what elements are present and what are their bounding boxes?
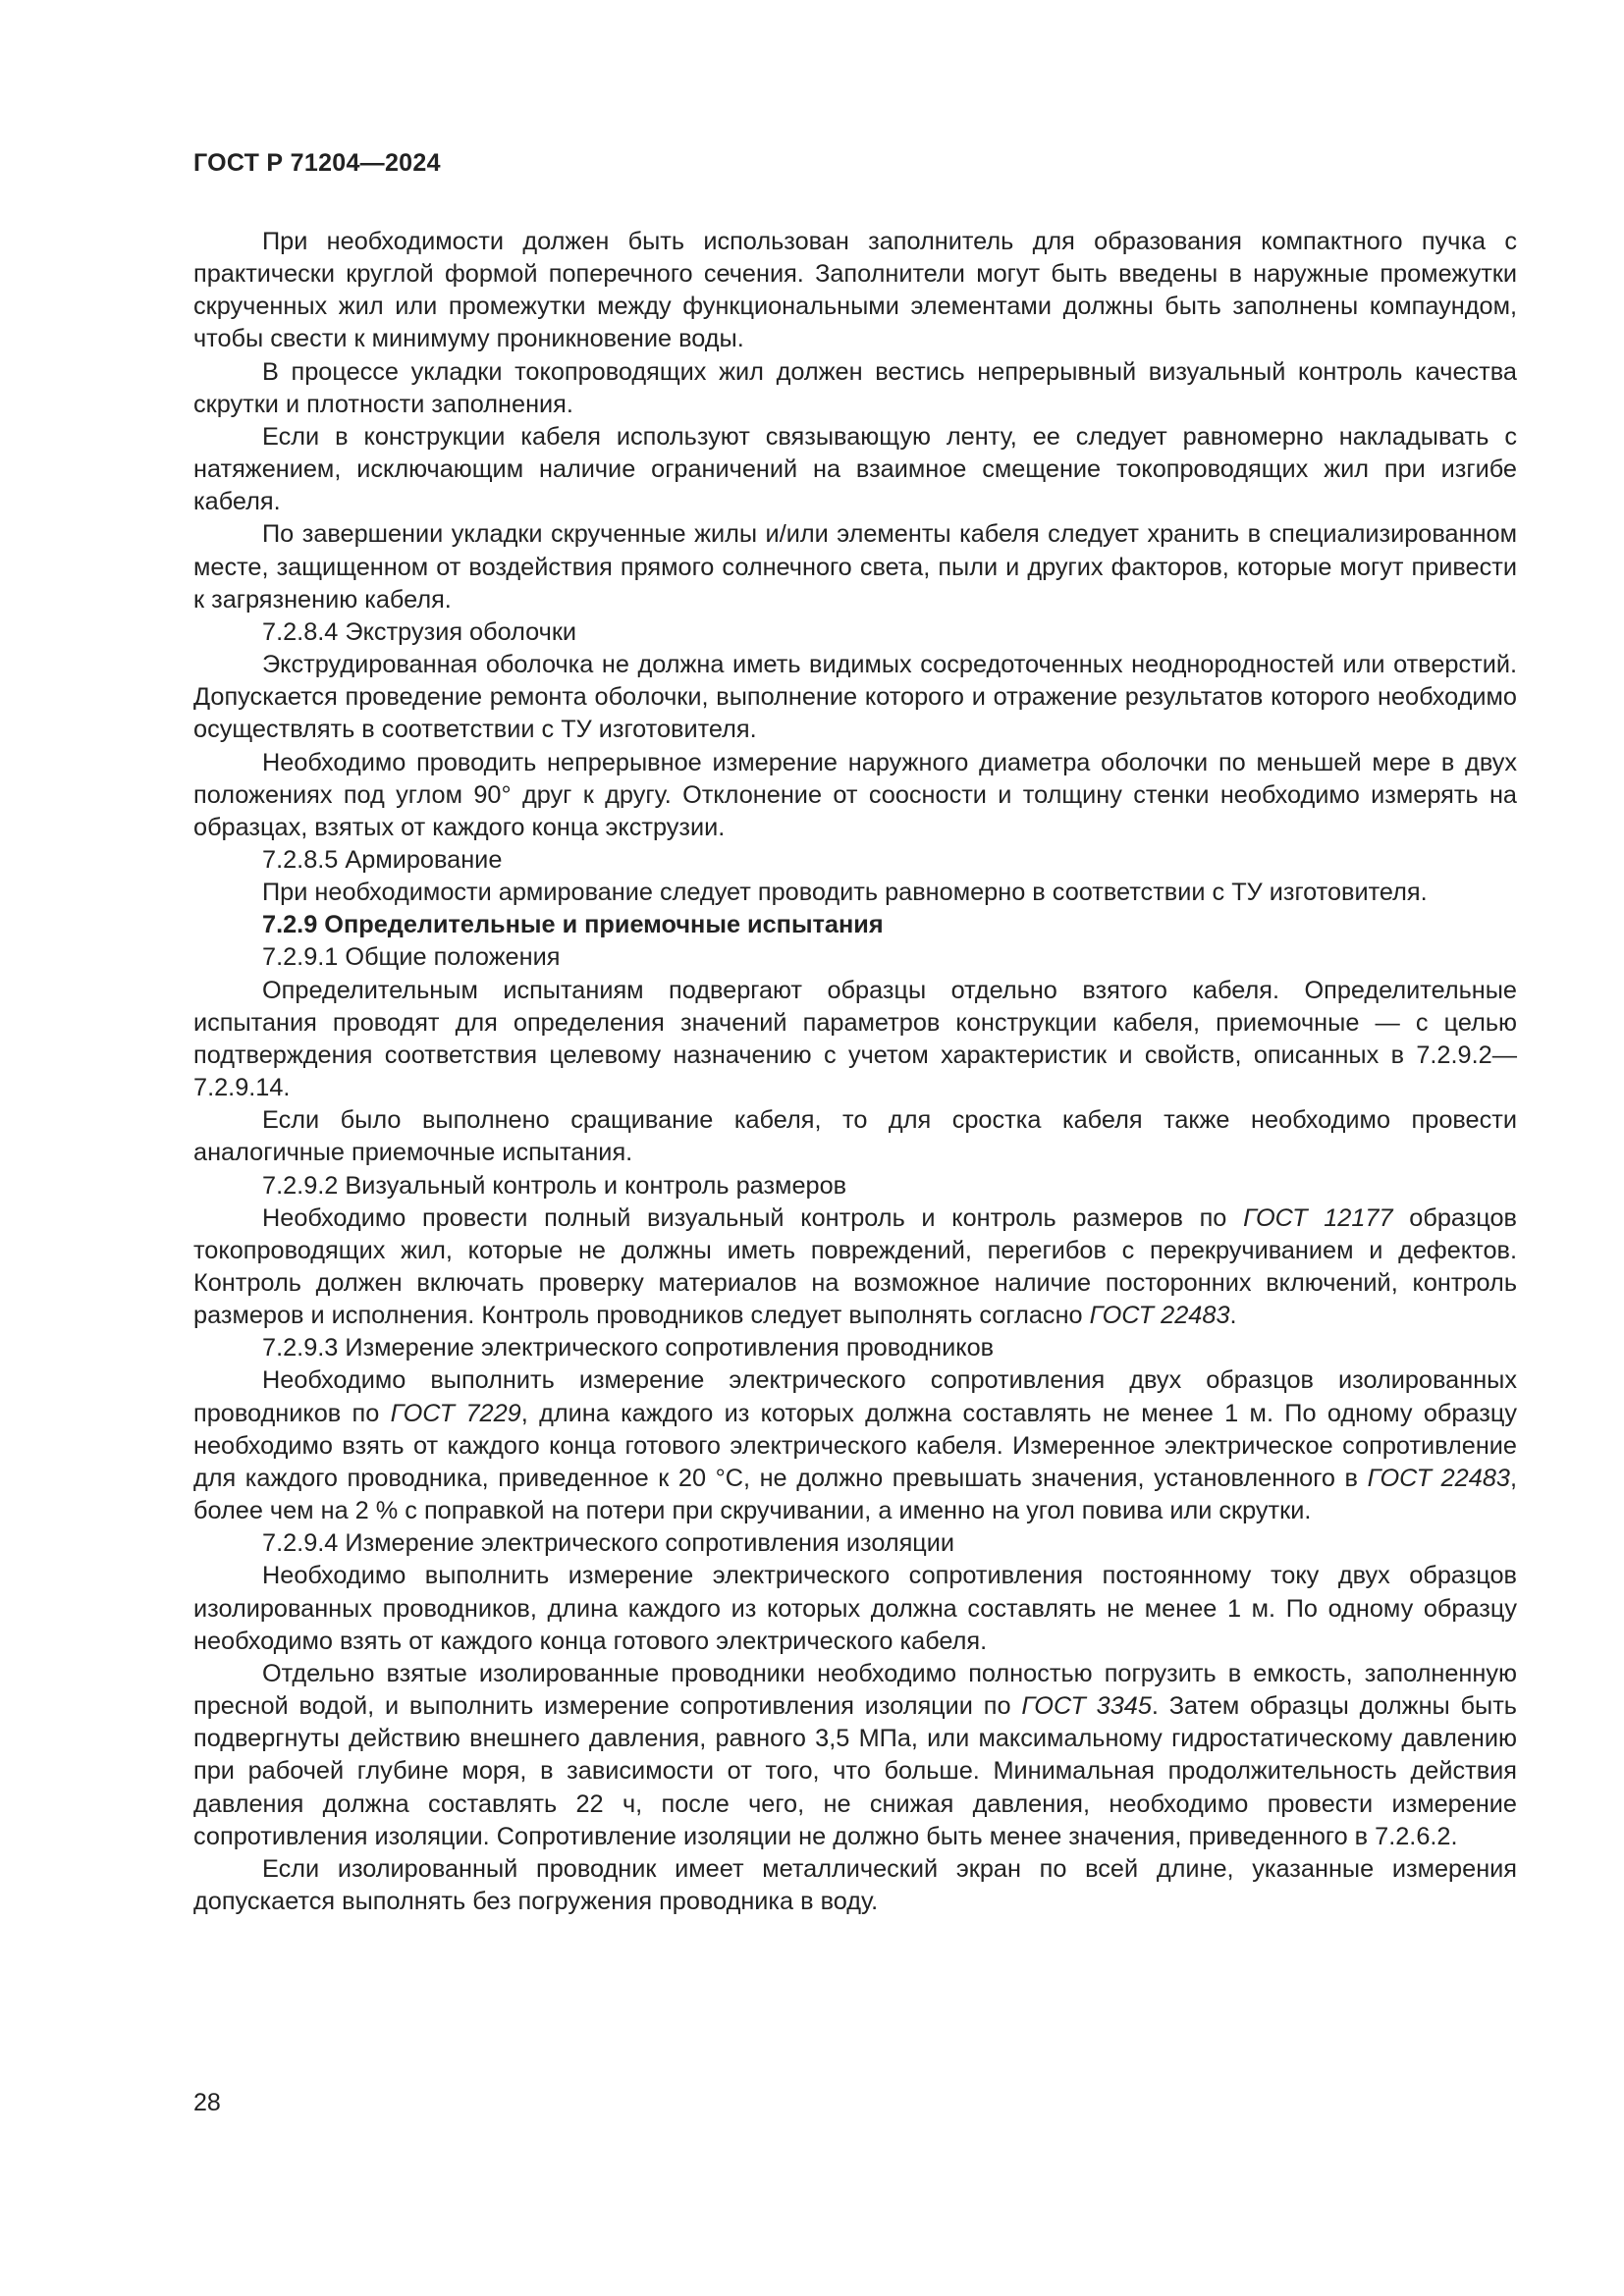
subsection-heading: 7.2.9.1 Общие положения [262, 943, 561, 972]
section-heading: 7.2.9 Определительные и приемочные испытания [262, 911, 884, 939]
standard-reference: ГОСТ 12177 [1243, 1203, 1393, 1232]
paragraph: Необходимо проводить непрерывное измерение наружного диаметра оболочки по меньшей мере в двух положениях под углом 90° друг к другу. Отклонение от соосности и толщину стенки необходимо измерять на образцах, взятых от каждого конца экструзии. [193, 748, 1517, 841]
paragraph: Необходимо выполнить измерение электрического сопротивления двух образцов изолированных проводников по ГОСТ 7229, длина каждого из которых должна составлять не менее 1 м. По одному образцу необходимо взять от каждого конца готового электрического кабеля. Измеренное электрическое сопротивление для каждого проводника, приведенное к 20 °С, не должно превышать значения, установленного в ГОСТ 22483, более чем на 2 % с поправкой на потери при скручивании, а именно на угол повива или скрутки. [193, 1366, 1517, 1525]
subsection-heading: 7.2.9.4 Измерение электрического сопротивления изоляции [262, 1529, 955, 1558]
paragraph: Если было выполнено сращивание кабеля, то для сростка кабеля также необходимо провести аналогичные приемочные испытания. [193, 1106, 1517, 1167]
paragraph: Отдельно взятые изолированные проводники необходимо полностью погрузить в емкость, заполненную пресной водой, и выполнить измерение сопротивления изоляции по ГОСТ 3345. Затем образцы должны быть подвергнуты действию внешнего давления, равного 3,5 МПа, или максимальному гидростатическому давлению при рабочей глубине моря, в зависимости от того, что больше. Минимальная продолжительность действия давления должна составлять 22 ч, после чего, не снижая давления, необходимо провести измерение сопротивления изоляции. Сопротивление изоляции не должно быть менее значения, приведенного в 7.2.6.2. [193, 1659, 1517, 1850]
document-header: ГОСТ Р 71204—2024 [193, 149, 441, 177]
paragraph: В процессе укладки токопроводящих жил должен вестись непрерывный визуальный контроль качества скрутки и плотности заполнения. [193, 357, 1517, 418]
standard-reference: ГОСТ 22483 [1089, 1302, 1230, 1330]
subsection-heading: 7.2.9.2 Визуальный контроль и контроль размеров [262, 1171, 847, 1200]
paragraph: Определительным испытаниям подвергают образцы отдельно взятого кабеля. Определительные испытания проводят для определения значений параметров конструкции кабеля, приемочные — с целью подтверждения соответствия целевому назначению с учетом характеристик и свойств, описанных в 7.2.9.2—7.2.9.14. [193, 976, 1517, 1102]
paragraph: Если в конструкции кабеля используют связывающую ленту, ее следует равномерно накладывать с натяжением, исключающим наличие ограничений на взаимное смещение токопроводящих жил при изгибе кабеля. [193, 422, 1517, 516]
paragraph: По завершении укладки скрученные жилы и/или элементы кабеля следует хранить в специализированном месте, защищенном от воздействия прямого солнечного света, пыли и других факторов, которые могут привести к загрязнению кабеля. [193, 520, 1517, 614]
standard-reference: ГОСТ 7229 [390, 1399, 521, 1427]
subsection-heading: 7.2.9.3 Измерение электрического сопротивления проводников [262, 1334, 995, 1362]
page-number: 28 [193, 2089, 221, 2116]
standard-reference: ГОСТ 3345 [1021, 1692, 1152, 1721]
document-body [193, 226, 1517, 1918]
standard-reference: ГОСТ 22483 [1367, 1464, 1510, 1492]
paragraph: Если изолированный проводник имеет металлический экран по всей длине, указанные измерения допускается выполнять без погружения проводника в воду. [193, 1854, 1517, 1915]
paragraph: Необходимо выполнить измерение электрического сопротивления постоянному току двух образцов изолированных проводников, длина каждого из которых должна составлять не менее 1 м. По одному образцу необходимо взять от каждого конца готового электрического кабеля. [193, 1562, 1517, 1655]
paragraph: Необходимо провести полный визуальный контроль и контроль размеров по ГОСТ 12177 образцов токопроводящих жил, которые не должны иметь повреждений, перегибов с перекручиванием и дефектов. Контроль должен включать проверку материалов на возможное наличие посторонних включений, контроль размеров и исполнения. Контроль проводников следует выполнять согласно ГОСТ 22483. [193, 1203, 1517, 1330]
subsection-heading: 7.2.8.5 Армирование [262, 845, 503, 874]
subsection-heading: 7.2.8.4 Экструзия оболочки [262, 617, 577, 646]
paragraph: При необходимости должен быть использован заполнитель для образования компактного пучка с практически круглой формой поперечного сечения. Заполнители могут быть введены в наружные промежутки скрученных жил или промежутки между функциональными элементами должны быть заполнены компаундом, чтобы свести к минимуму проникновение воды. [193, 228, 1517, 353]
paragraph: Экструдированная оболочка не должна иметь видимых сосредоточенных неоднородностей или отверстий. Допускается проведение ремонта оболочки, выполнение которого и отражение результатов которого необходимо осуществлять в соответствии с ТУ изготовителя. [193, 651, 1517, 744]
paragraph: При необходимости армирование следует проводить равномерно в соответствии с ТУ изготовителя. [262, 879, 1428, 907]
